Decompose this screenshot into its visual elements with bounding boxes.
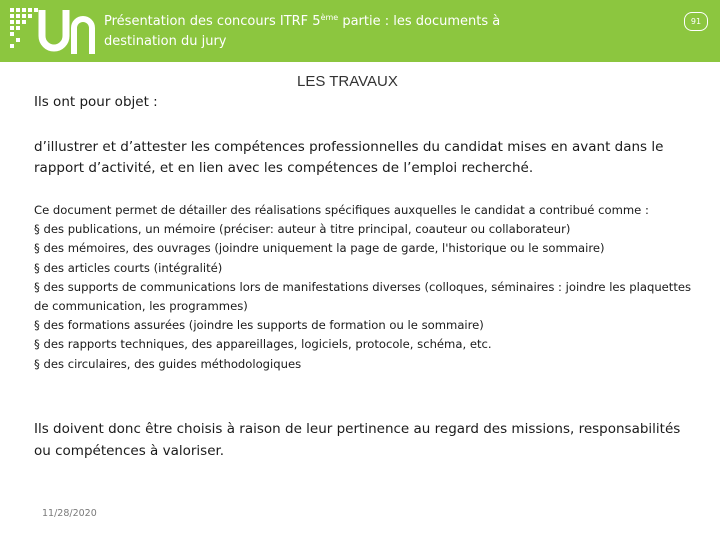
details-block <box>34 201 700 374</box>
list-item: § des publications, un mémoire (préciser: auteur à titre principal, coauteur ou collaborateur) <box>34 222 571 237</box>
header-bar <box>0 0 720 62</box>
list-item: § des articles courts (intégralité) <box>34 260 223 275</box>
purpose-paragraph: d’illustrer et d’attester les compétences professionnelles du candidat mises en avant dans le rapport d’activité, et en lien avec les compétences de l’emploi recherché. <box>34 139 664 176</box>
list-item: § des supports de communications lors de manifestations diverses (colloques, séminaires : joindre les plaquettes de communication, les programmes) <box>34 279 692 314</box>
page-number: 91 <box>684 12 708 31</box>
list-item: § des mémoires, des ouvrages (joindre uniquement la page de garde, l'historique ou le sommaire) <box>34 241 605 256</box>
conclusion-paragraph: Ils doivent donc être choisis à raison de leur pertinence au regard des missions, responsabilités ou compétences à valoriser. <box>34 421 681 459</box>
intro-text: Ils ont pour objet : <box>34 94 158 110</box>
list-item: § des circulaires, des guides méthodologiques <box>34 356 302 371</box>
list-item: § des rapports techniques, des appareillages, logiciels, protocole, schéma, etc. <box>34 337 492 352</box>
footer-date: 11/28/2020 <box>42 508 97 519</box>
presentation-title: Présentation des concours ITRF 5ème partie : les documents à destination du jury <box>104 13 501 49</box>
section-title: LES TRAVAUX <box>297 73 398 90</box>
university-logo-icon <box>8 6 96 58</box>
list-item: § des formations assurées (joindre les supports de formation ou le sommaire) <box>34 318 484 333</box>
details-lead: Ce document permet de détailler des réalisations spécifiques auxquelles le candidat a contribué comme : <box>34 203 649 217</box>
